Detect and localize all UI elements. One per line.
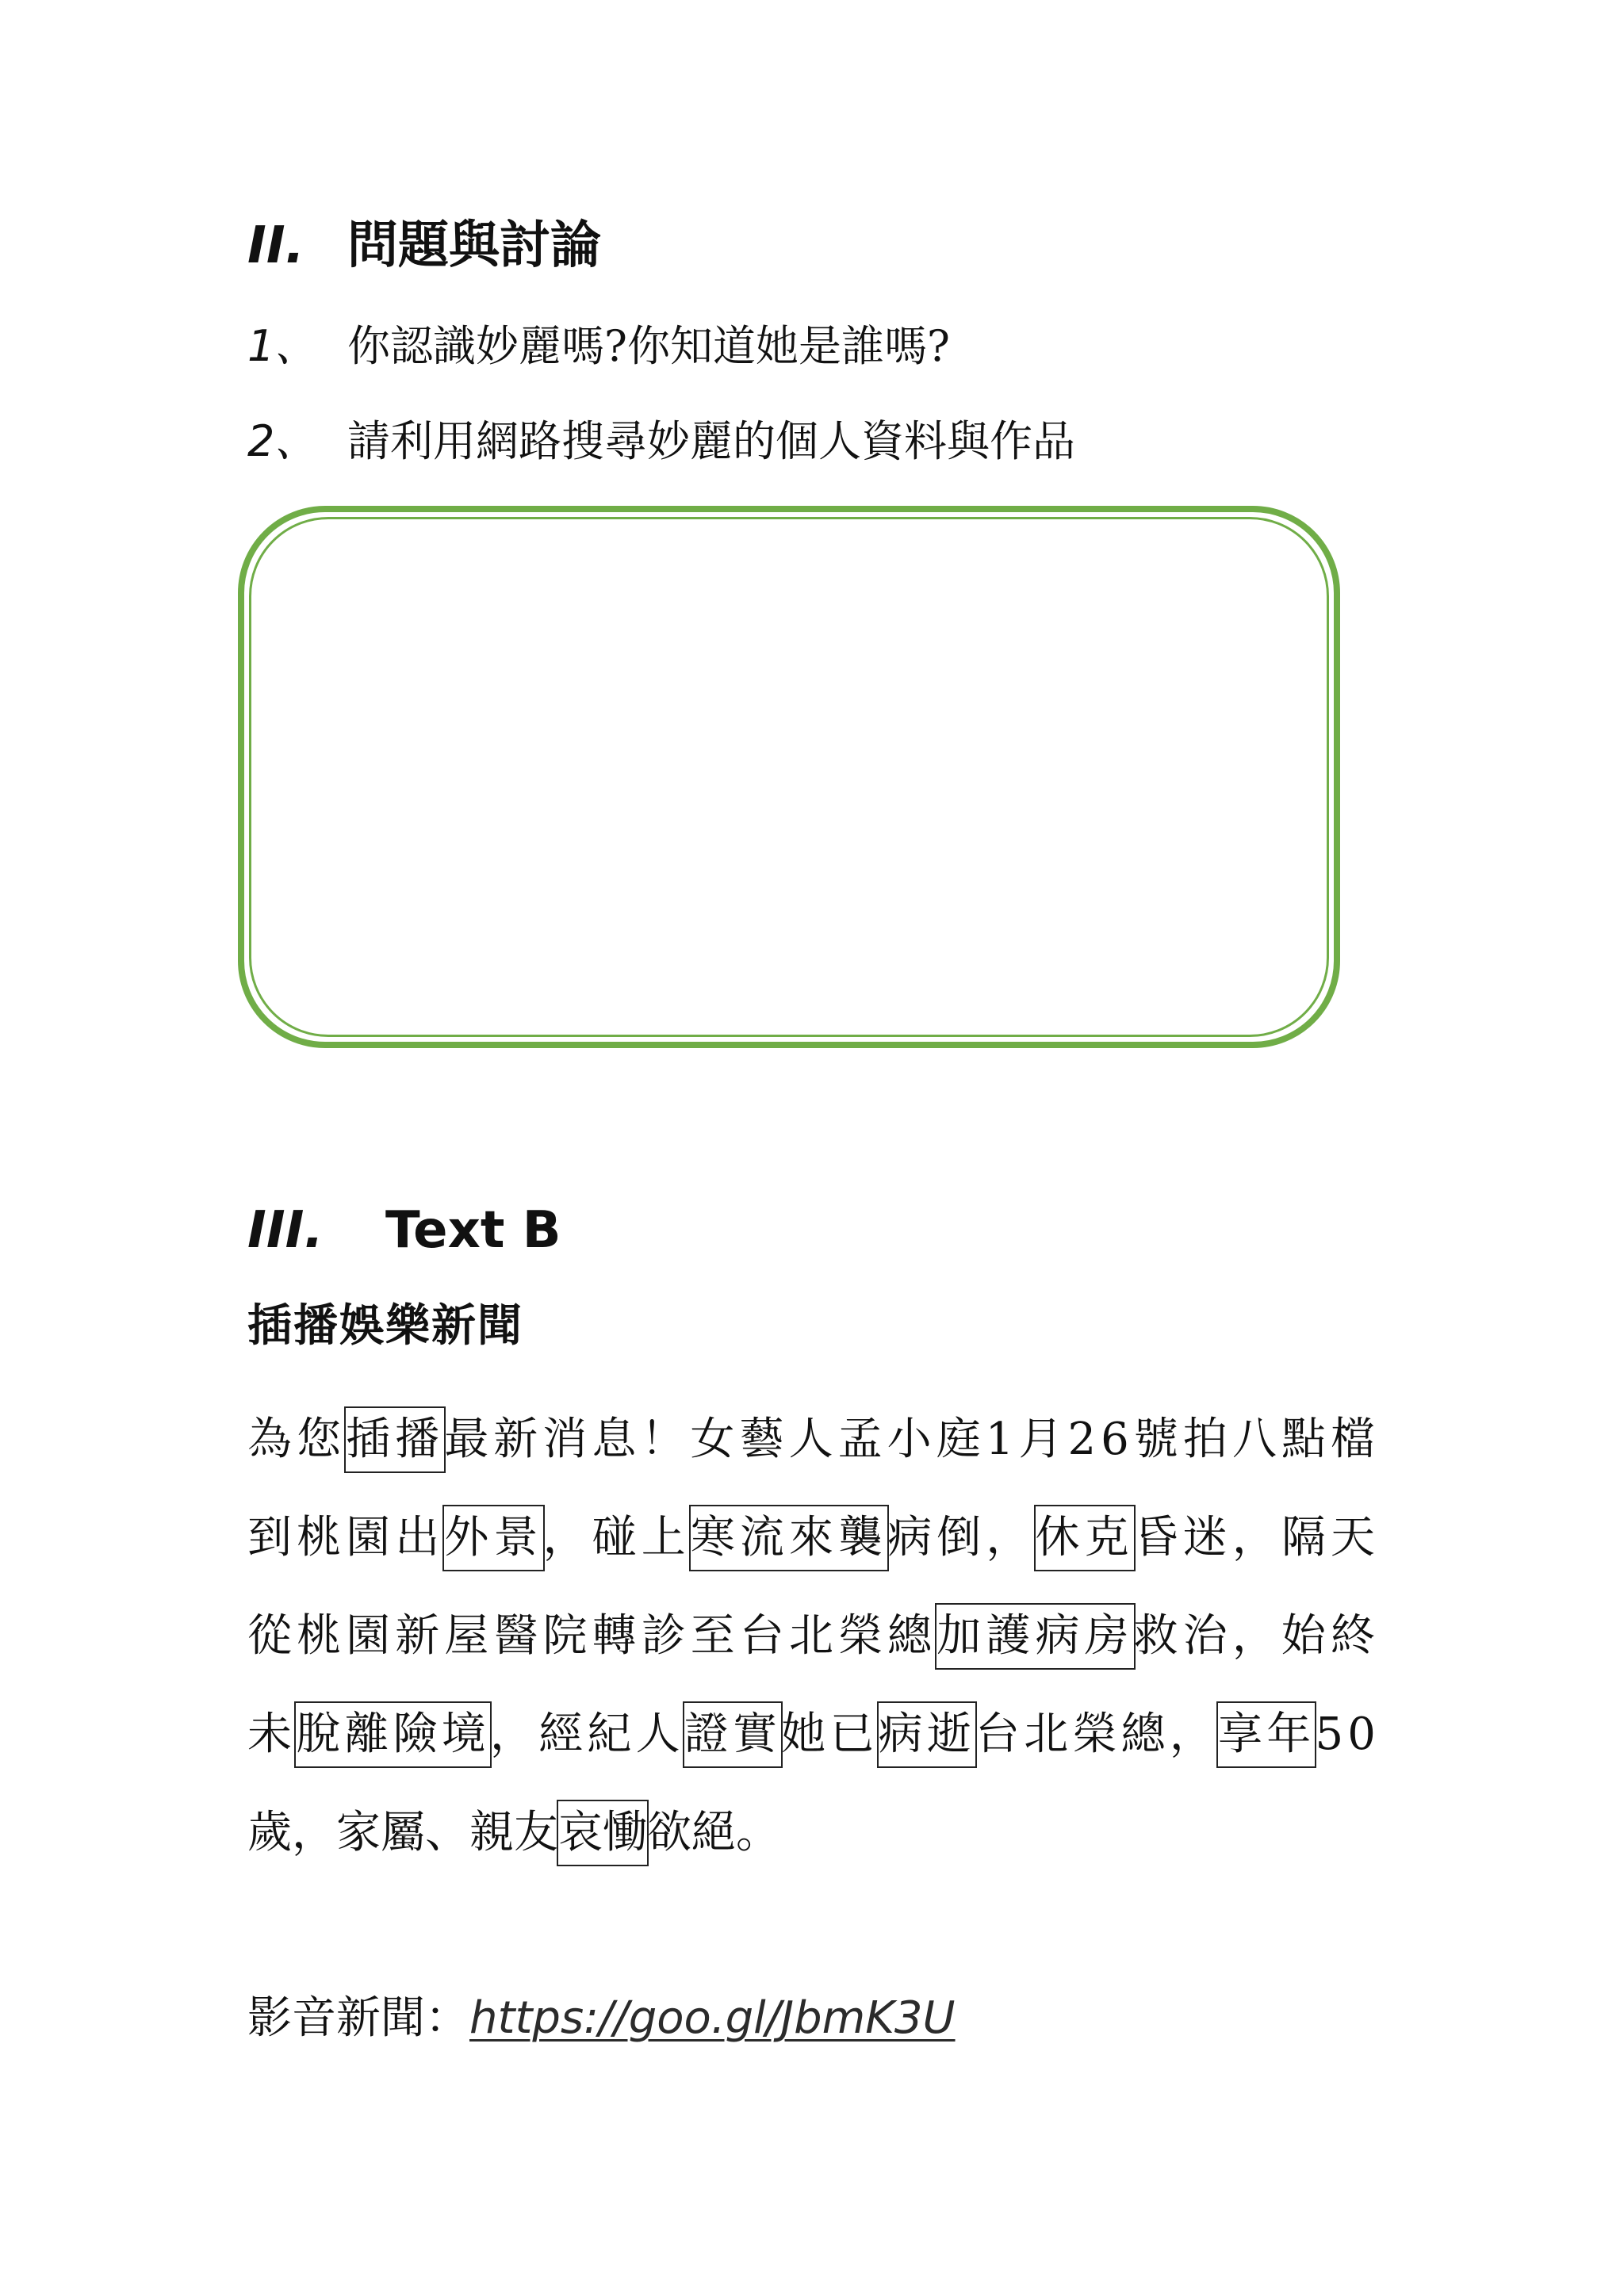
section-3-heading: [247, 1199, 561, 1262]
question-1: [247, 319, 950, 374]
article-text: 最新消息！女藝人孟小庭1月26號拍八點檔: [444, 1414, 1381, 1465]
section-2-heading: [247, 214, 601, 277]
vocab-term: 病逝: [879, 1703, 975, 1766]
video-news-link[interactable]: https://goo.gl/JbmK3U: [469, 1992, 956, 2044]
article-text: 為您: [247, 1414, 347, 1465]
question-2: [247, 414, 1075, 469]
article-text: 她已: [781, 1709, 879, 1760]
answer-box[interactable]: [238, 506, 1340, 1048]
article-text: 50: [1315, 1709, 1381, 1760]
vocab-term: 寒流來襲: [691, 1506, 887, 1570]
vocab-term: 享年: [1218, 1703, 1315, 1766]
vocab-term: 插播: [346, 1408, 444, 1471]
article-text: 欲絕。: [647, 1807, 780, 1858]
article-line: [247, 1408, 1380, 1471]
vocab-term: 休克: [1036, 1506, 1134, 1570]
article-heading: 插播娛樂新聞: [247, 1299, 523, 1352]
question-1-text: 你認識妙麗嗎?你知道她是誰嗎?: [347, 321, 950, 371]
vocab-term: 脫離險境: [296, 1703, 490, 1766]
section-3-title: Text B: [385, 1201, 561, 1260]
article-text: 未: [247, 1709, 297, 1760]
article-line: [247, 1605, 1380, 1668]
question-1-number: 1、: [247, 321, 318, 371]
vocab-term: 證實: [684, 1703, 781, 1766]
video-news: [247, 1987, 956, 2050]
article-text: ，碰上: [542, 1512, 691, 1563]
video-news-label: 影音新聞：: [247, 1992, 469, 2044]
vocab-term: 加護病房: [936, 1605, 1133, 1668]
article-text: 歲，家屬、親友: [247, 1807, 558, 1858]
article-text: 救治，始終: [1133, 1610, 1381, 1662]
article-text: 從桃園新屋醫院轉診至台北榮總: [247, 1610, 937, 1662]
article-line: [247, 1506, 1380, 1570]
article-line: [247, 1703, 1380, 1766]
article-text: 病倒，: [887, 1512, 1036, 1563]
section-3-number: III.: [247, 1201, 324, 1260]
article-text: ，經紀人: [490, 1709, 684, 1760]
article-text: 台北榮總，: [975, 1709, 1219, 1760]
question-2-text: 請利用網路搜尋妙麗的個人資料與作品: [347, 416, 1075, 466]
article-text: 到桃園出: [247, 1512, 445, 1563]
vocab-term: 外景: [444, 1506, 542, 1570]
section-2-title: 問題與討論: [347, 216, 601, 275]
section-2-number: II.: [247, 216, 304, 275]
question-2-number: 2、: [247, 416, 318, 466]
vocab-term: 哀慟: [558, 1801, 647, 1865]
article-line: [247, 1801, 780, 1865]
article-text: 昏迷，隔天: [1133, 1512, 1381, 1563]
